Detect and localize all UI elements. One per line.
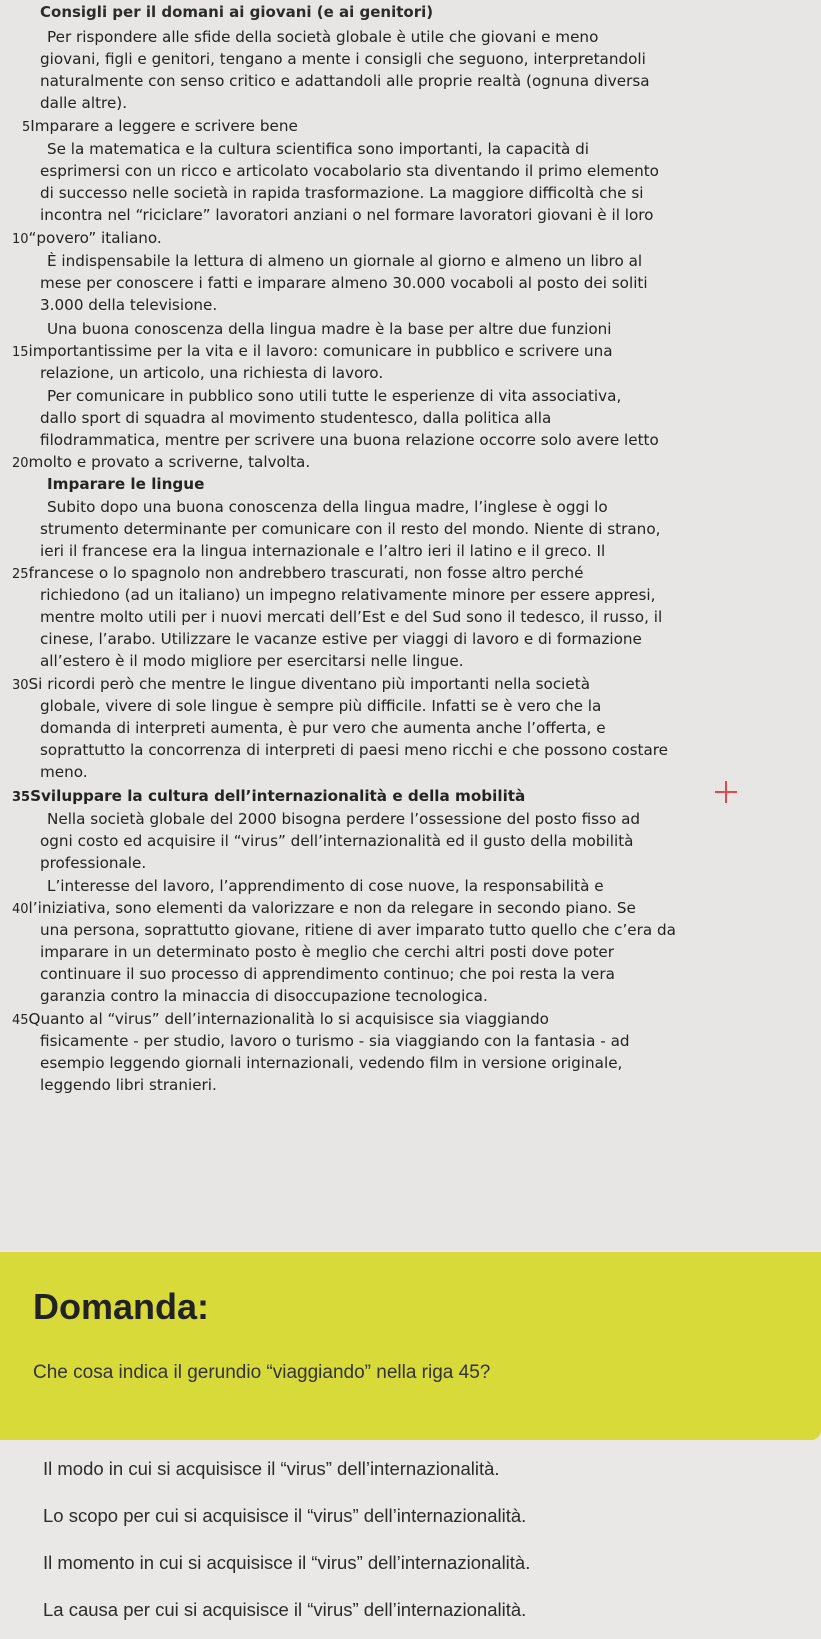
passage-line: Subito dopo una buona conoscenza della lingua madre, l’inglese è oggi lo: [47, 498, 608, 516]
passage-line: professionale.: [40, 854, 147, 872]
passage-line: filodrammatica, mentre per scrivere una buona relazione occorre solo avere letto: [40, 431, 659, 449]
question-panel: [0, 1252, 821, 1440]
passage-line: Una buona conoscenza della lingua madre è la base per altre due funzioni: [47, 320, 612, 338]
passage-line: continuare il suo processo di apprendimento continuo; che poi resta la vera: [40, 965, 615, 983]
line-number: 20: [12, 456, 29, 471]
passage-line: leggendo libri stranieri.: [40, 1076, 217, 1094]
passage-line: garanzia contro la minaccia di disoccupazione tecnologica.: [40, 987, 488, 1005]
passage-line: globale, vivere di sole lingue è sempre più difficile. Infatti se è vero che la: [40, 697, 602, 715]
line-number: 15: [12, 345, 29, 360]
section-heading: Imparare le lingue: [47, 475, 205, 493]
passage-line: [22, 116, 298, 138]
passage-line: Per comunicare in pubblico sono utili tutte le esperienze di vita associativa,: [47, 387, 622, 405]
passage-line: soprattutto la concorrenza di interpreti di paesi meno ricchi e che possono costare: [40, 741, 669, 759]
passage-line: 25francese o lo spagnolo non andrebbero trascurati, non fosse altro perché: [12, 564, 584, 582]
passage-line: Se la matematica e la cultura scientifica sono importanti, la capacità di: [47, 140, 590, 158]
answer-option-label: Il momento in cui si acquisisce il “virus” dell’internazionalità.: [43, 1552, 531, 1573]
passage-line: 40l’iniziativa, sono elementi da valorizzare e non da relegare in secondo piano. Se: [12, 899, 636, 917]
passage-line: È indispensabile la lettura di almeno un giornale al giorno e almeno un libro al: [47, 252, 643, 270]
passage-line: fisicamente - per studio, lavoro o turismo - sia viaggiando con la fantasia - ad: [40, 1032, 630, 1050]
line-number: 30: [12, 678, 29, 693]
answer-option-label: Il modo in cui si acquisisce il “virus” dell’internazionalità.: [43, 1458, 500, 1479]
line-number: 35: [12, 790, 31, 805]
passage-line: dallo sport di squadra al movimento studentesco, dalla politica alla: [40, 409, 552, 427]
passage-line: Nella società globale del 2000 bisogna perdere l’ossessione del posto fisso ad: [47, 810, 641, 828]
section-heading: 35Sviluppare la cultura dell’internazionalità e della mobilità: [12, 787, 526, 805]
passage-line: domanda di interpreti aumenta, è pur vero che aumenta anche l’offerta, e: [40, 719, 606, 737]
passage-line: dalle altre).: [40, 94, 128, 112]
answer-option-4[interactable]: [20, 1589, 800, 1633]
passage-line: 3.000 della televisione.: [40, 296, 218, 314]
question-text: Che cosa indica il gerundio “viaggiando” nella riga 45?: [33, 1362, 491, 1383]
section-heading-plain: Imparare a leggere e scrivere bene: [30, 117, 298, 135]
line-number: 40: [12, 902, 29, 917]
passage-line: ogni costo ed acquisire il “virus” dell’internazionalità ed il gusto della mobilità: [40, 832, 634, 850]
passage-line: richiedono (ad un italiano) un impegno relativamente minore per essere appresi,: [40, 586, 656, 604]
passage-line: mentre molto utili per i nuovi mercati dell’Est e del Sud sono il tedesco, il russo, il: [40, 608, 663, 626]
passage-line: 15importantissime per la vita e il lavoro: comunicare in pubblico e scrivere una: [12, 342, 613, 360]
line-number: 25: [12, 567, 29, 582]
passage-line: esprimersi con un ricco e articolato vocabolario sta diventando il primo elemento: [40, 162, 659, 180]
passage-line: 10“povero” italiano.: [12, 229, 162, 247]
line-number: 10: [12, 232, 29, 247]
passage-line: ieri il francese era la lingua internazionale e l’altro ieri il latino e il greco. Il: [40, 542, 606, 560]
answer-list: [0, 1440, 821, 1639]
answer-option-label: Lo scopo per cui si acquisisce il “virus” dell’internazionalità.: [43, 1505, 527, 1526]
passage-line: giovani, figli e genitori, tengano a mente i consigli che seguono, interpretandoli: [40, 50, 646, 68]
passage-line: naturalmente con senso critico e adattandoli alle proprie realtà (ognuna diversa: [40, 72, 650, 90]
passage-line: mese per conoscere i fatti e imparare almeno 30.000 vocaboli al posto dei soliti: [40, 274, 648, 292]
passage-line: L’interesse del lavoro, l’apprendimento di cose nuove, la responsabilità e: [47, 877, 604, 895]
passage-line: Per rispondere alle sfide della società globale è utile che giovani e meno: [47, 28, 599, 46]
passage-line: di successo nelle società in rapida trasformazione. La maggiore difficoltà che si: [40, 184, 644, 202]
question-label: Domanda:: [33, 1286, 210, 1327]
passage-line: 30Si ricordi però che mentre le lingue diventano più importanti nella società: [12, 675, 591, 693]
passage-title: Consigli per il domani ai giovani (e ai genitori): [40, 3, 434, 21]
line-number: 5: [22, 120, 31, 135]
passage-line: esempio leggendo giornali internazionali, vedendo film in versione originale,: [40, 1054, 623, 1072]
answer-option-label: La causa per cui si acquisisce il “virus” dell’internazionalità.: [43, 1599, 527, 1620]
passage-line: cinese, l’arabo. Utilizzare le vacanze estive per viaggi di lavoro e di formazione: [40, 630, 642, 648]
line-number: 45: [12, 1013, 29, 1028]
plus-icon[interactable]: [714, 780, 738, 804]
answer-option-3[interactable]: [20, 1542, 800, 1586]
passage-line: strumento determinante per comunicare con il resto del mondo. Niente di strano,: [40, 520, 661, 538]
passage-line: 20molto e provato a scriverne, talvolta.: [12, 453, 311, 471]
passage-line: imparare in un determinato posto è meglio che cerchi altri posti dove poter: [40, 943, 615, 961]
answer-option-1[interactable]: [20, 1448, 800, 1492]
passage-line: una persona, soprattutto giovane, ritiene di aver imparato tutto quello che c’era da: [40, 921, 676, 939]
passage-line: relazione, un articolo, una richiesta di lavoro.: [40, 364, 384, 382]
passage-line: all’estero è il modo migliore per esercitarsi nelle lingue.: [40, 652, 464, 670]
answer-option-2[interactable]: [20, 1495, 800, 1539]
passage-line: 45Quanto al “virus” dell’internazionalità lo si acquisisce sia viaggiando: [12, 1010, 549, 1028]
passage-line: incontra nel “riciclare” lavoratori anziani o nel formare lavoratori giovani è il loro: [40, 206, 654, 224]
passage-line: meno.: [40, 763, 88, 781]
